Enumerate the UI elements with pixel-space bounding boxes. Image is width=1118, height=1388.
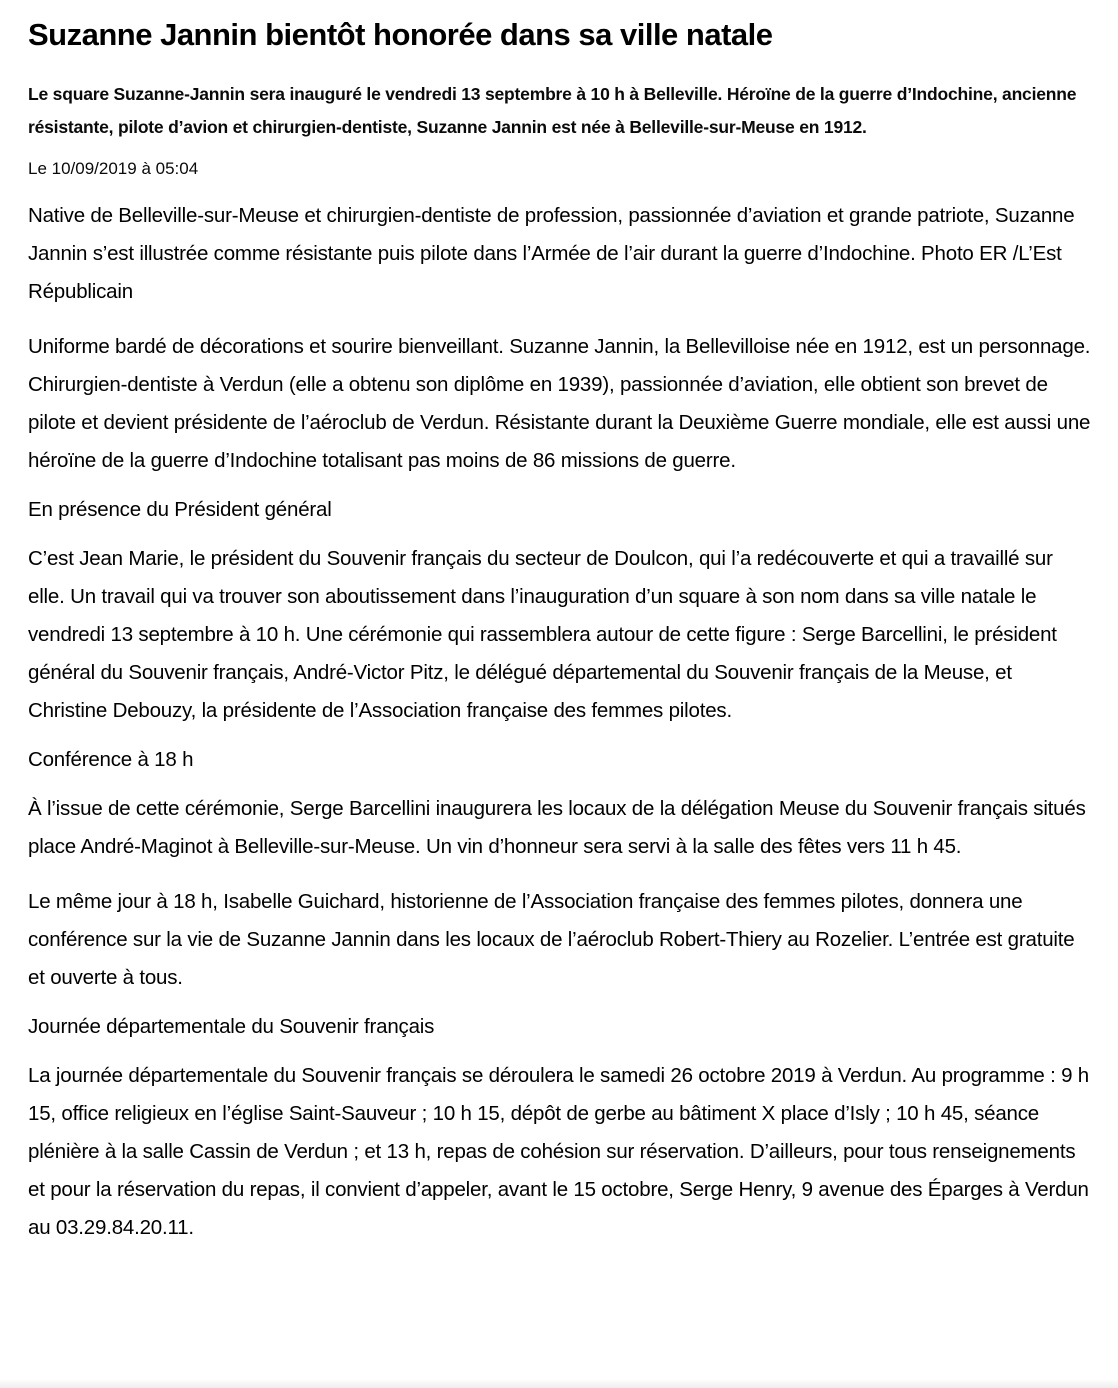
paragraph-conference-1: À l’issue de cette cérémonie, Serge Barcellini inaugurera les locaux de la délégation Meuse du Souvenir français situés place André-Maginot à Belleville-sur-Meuse. Un vin d’honneur sera servi à la salle des fêtes vers 11 h 45. bbox=[28, 797, 1086, 858]
section-heading-journee: Journée départementale du Souvenir français bbox=[28, 1015, 435, 1038]
section-heading-president: En présence du Président général bbox=[28, 498, 332, 521]
paragraph-journee: La journée départementale du Souvenir français se déroulera le samedi 26 octobre 2019 à Verdun. Au programme : 9 h 15, office religieux en l’église Saint-Sauveur ; 10 h 15, dépôt de gerbe au bâtiment X place d’Isly ; 10 h 45, séance plénière à la salle Cassin de Verdun ; et 13 h, repas de cohésion sur réservation. D’ailleurs, pour tous renseignements et pour la réservation du repas, il convient d’appeler, avant le 15 octobre, Serge Henry, 9 avenue des Éparges à Verdun au 03.29.84.20.11. bbox=[28, 1064, 1089, 1239]
paragraph-president: C’est Jean Marie, le président du Souvenir français du secteur de Doulcon, qui l’a redécouverte et qui a travaillé sur elle. Un travail qui va trouver son aboutissement dans l’inauguration d’un square à son nom dans sa ville natale le vendredi 13 septembre à 10 h. Une cérémonie qui rassemblera autour de cette figure : Serge Barcellini, le président général du Souvenir français, André-Victor Pitz, le délégué départemental du Souvenir français de la Meuse, et Christine Debouzy, la présidente de l’Association française des femmes pilotes. bbox=[28, 547, 1057, 722]
article-lede: Le square Suzanne-Jannin sera inauguré le vendredi 13 septembre à 10 h à Belleville. Héroïne de la guerre d’Indochine, ancienne résistante, pilote d’avion et chirurgien-dentiste, Suzanne Jannin est née à Belleville-sur-Meuse en 1912. bbox=[28, 84, 1077, 137]
page-bottom-edge bbox=[0, 1379, 1118, 1388]
section-heading-conference: Conférence à 18 h bbox=[28, 748, 194, 771]
intro-paragraph: Uniforme bardé de décorations et sourire bienveillant. Suzanne Jannin, la Bellevilloise née en 1912, est un personnage. Chirurgien-dentiste à Verdun (elle a obtenu son diplôme en 1939), passionnée d’aviation, elle obtient son brevet de pilote et devient présidente de l’aéroclub de Verdun. Résistante durant la Deuxième Guerre mondiale, elle est aussi une héroïne de la guerre d’Indochine totalisant pas moins de 86 missions de guerre. bbox=[28, 335, 1091, 472]
paragraph-conference-2: Le même jour à 18 h, Isabelle Guichard, historienne de l’Association française des femmes pilotes, donnera une conférence sur la vie de Suzanne Jannin dans les locaux de l’aéroclub Robert-Thiery au Rozelier. L’entrée est gratuite et ouverte à tous. bbox=[28, 890, 1075, 989]
article-timestamp: Le 10/09/2019 à 05:04 bbox=[28, 159, 199, 178]
photo-caption: Native de Belleville-sur-Meuse et chirurgien-dentiste de profession, passionnée d’aviation et grande patriote, Suzanne Jannin s’est illustrée comme résistante puis pilote dans l’Armée de l’air durant la guerre d’Indochine. Photo ER /L’Est Républicain bbox=[28, 204, 1075, 303]
article-title: Suzanne Jannin bientôt honorée dans sa ville natale bbox=[28, 17, 773, 52]
